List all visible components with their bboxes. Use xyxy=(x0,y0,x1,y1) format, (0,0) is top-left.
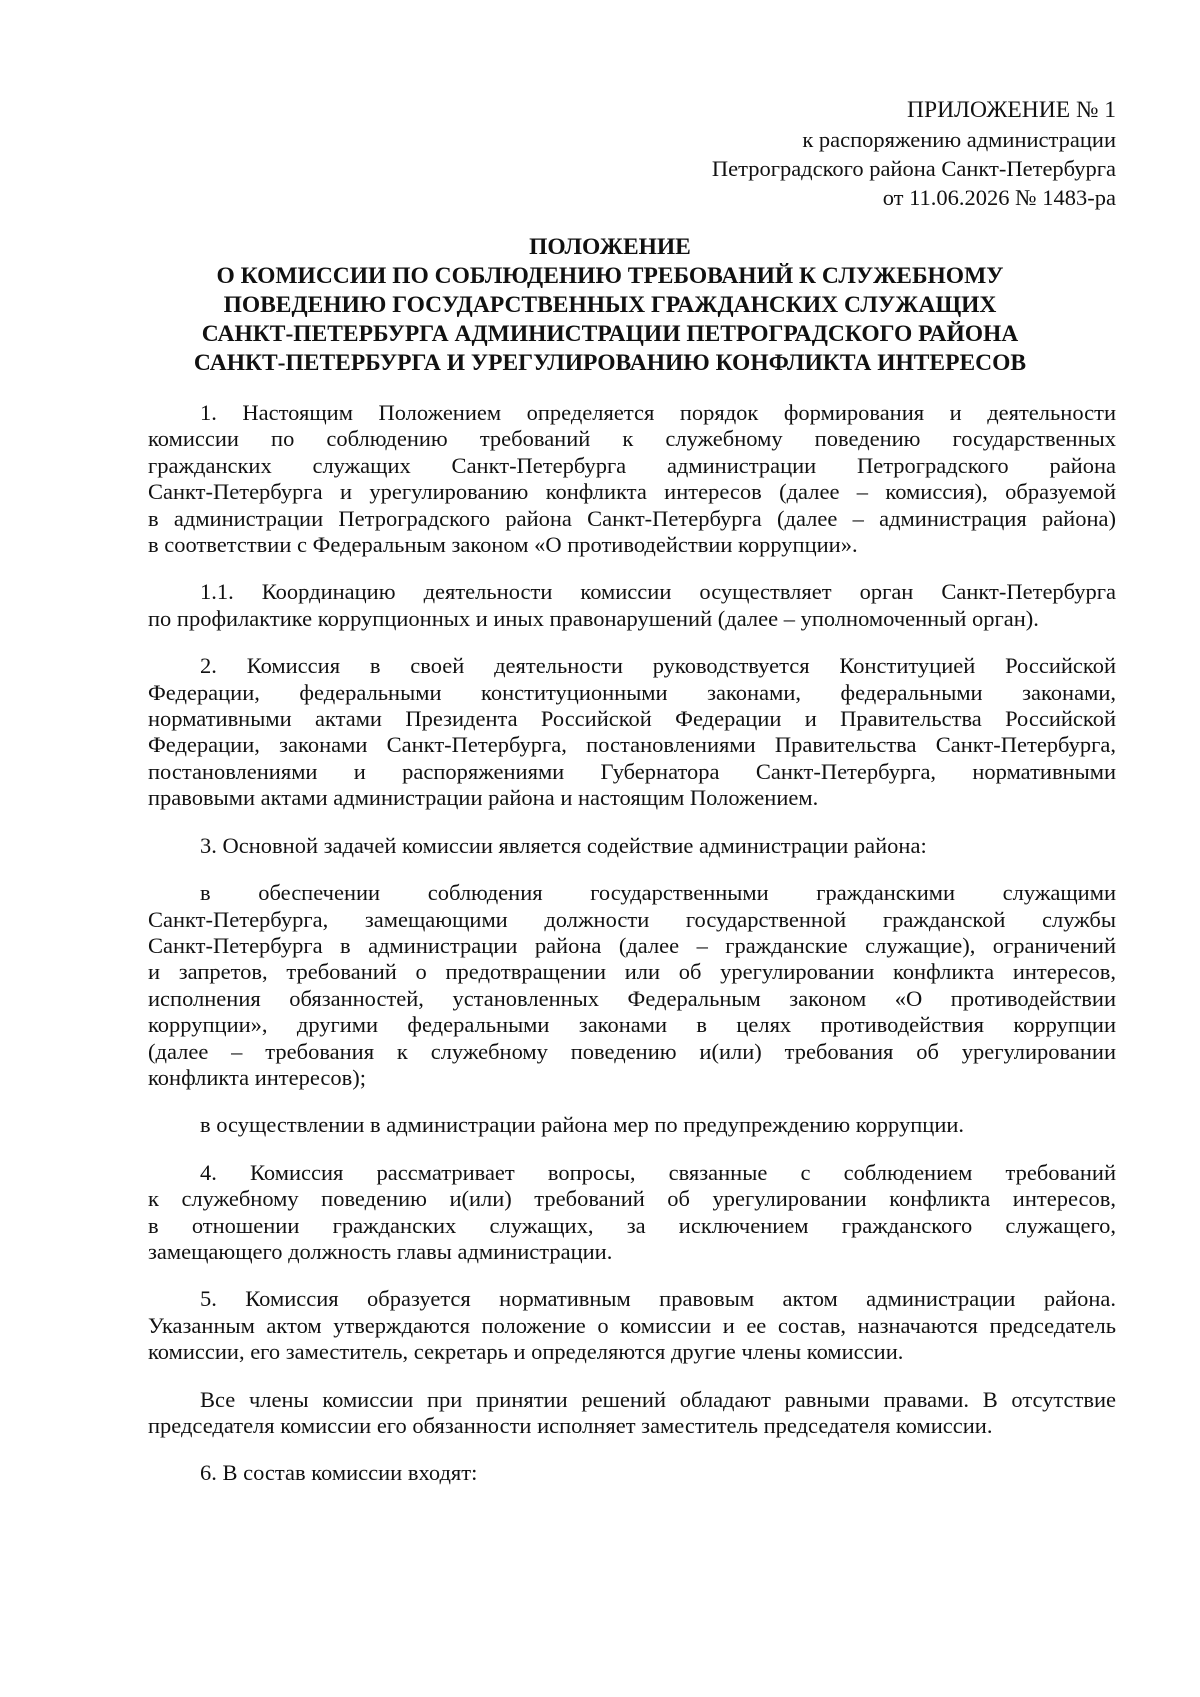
paragraph-line: в обеспечении соблюдения государственными гражданскими служащими xyxy=(200,880,1116,906)
paragraph-line: (далее – требования к служебному поведению и(или) требования об урегулировании xyxy=(148,1038,1116,1064)
appendix-number: ПРИЛОЖЕНИЕ № 1 xyxy=(907,97,1116,123)
paragraph xyxy=(148,1112,1116,1138)
paragraph-line: Федерации, законами Санкт-Петербурга, постановлениями Правительства Санкт-Петербурга, xyxy=(148,732,1116,758)
paragraph-line: Санкт-Петербурга в администрации района (далее – гражданские служащие), ограничений xyxy=(148,932,1116,958)
paragraph-line: нормативными актами Президента Российской Федерации и Правительства Российской xyxy=(148,706,1116,732)
paragraph-line: Санкт-Петербурга и урегулированию конфликта интересов (далее – комиссия), образуемой xyxy=(148,479,1116,505)
paragraph-line: Санкт-Петербурга, замещающими должности государственной гражданской службы xyxy=(148,906,1116,932)
paragraph xyxy=(148,833,1116,859)
document-body xyxy=(148,400,1116,1508)
paragraph xyxy=(148,1160,1116,1266)
paragraph-line: 2. Комиссия в своей деятельности руководствуется Конституцией Российской xyxy=(200,653,1116,679)
paragraph-line: правовыми актами администрации района и настоящим Положением. xyxy=(148,785,819,811)
appendix-issuer: Петроградского района Санкт-Петербурга xyxy=(711,156,1116,181)
paragraph xyxy=(148,880,1116,1091)
paragraph-line: в соответствии с Федеральным законом «О противодействии коррупции». xyxy=(148,532,858,558)
paragraph-line: 1. Настоящим Положением определяется порядок формирования и деятельности xyxy=(200,400,1116,425)
paragraph-line: постановлениями и распоряжениями Губернатора Санкт-Петербурга, нормативными xyxy=(148,758,1116,784)
paragraph-line: в осуществлении в администрации района мер по предупреждению коррупции. xyxy=(200,1112,965,1138)
paragraph-line: 5. Комиссия образуется нормативным правовым актом администрации района. xyxy=(200,1286,1116,1312)
appendix-reference: к распоряжению администрации xyxy=(802,127,1116,152)
appendix-date-number: от 11.06.2026 № 1483-ра xyxy=(882,185,1116,210)
paragraph xyxy=(148,1286,1116,1365)
paragraph-line: комиссии, его заместитель, секретарь и определяются другие члены комиссии. xyxy=(148,1339,904,1365)
paragraph-line: исполнения обязанностей, установленных Федеральным законом «О противодействии xyxy=(148,985,1116,1011)
paragraph-line: конфликта интересов); xyxy=(148,1064,367,1090)
paragraph-line: 3. Основной задачей комиссии является содействие администрации района: xyxy=(200,832,927,858)
paragraph-line: по профилактике коррупционных и иных правонарушений (далее – уполномоченный орган). xyxy=(148,605,1039,631)
paragraph-line: комиссии по соблюдению требований к служебному поведению государственных xyxy=(148,426,1116,452)
title-line: О КОМИССИИ ПО СОБЛЮДЕНИЮ ТРЕБОВАНИЙ К СЛУЖЕБНОМУ xyxy=(216,263,1004,289)
paragraph xyxy=(148,1460,1116,1486)
document-title xyxy=(110,233,1110,378)
paragraph-line: 4. Комиссия рассматривает вопросы, связанные с соблюдением требований xyxy=(200,1159,1116,1185)
paragraph-line: в отношении гражданских служащих, за исключением гражданского служащего, xyxy=(148,1212,1116,1238)
paragraph xyxy=(148,400,1116,558)
paragraph-line: в администрации Петроградского района Санкт-Петербурга (далее – администрация района) xyxy=(148,505,1116,531)
paragraph-line: коррупции», другими федеральными законами в целях противодействия коррупции xyxy=(148,1012,1116,1038)
title-line: САНКТ-ПЕТЕРБУРГА АДМИНИСТРАЦИИ ПЕТРОГРАДСКОГО РАЙОНА xyxy=(201,321,1019,347)
paragraph-line: 6. В состав комиссии входят: xyxy=(200,1460,478,1486)
title-line: ПОЛОЖЕНИЕ xyxy=(529,234,691,260)
paragraph-line: Указанным актом утверждаются положение о комиссии и ее состав, назначаются председатель xyxy=(148,1312,1116,1338)
paragraph xyxy=(148,579,1116,632)
paragraph-line: и запретов, требований о предотвращении или об урегулировании конфликта интересов, xyxy=(148,959,1116,985)
paragraph-line: Все члены комиссии при принятии решений обладают равными правами. В отсутствие xyxy=(200,1386,1116,1412)
title-line: ПОВЕДЕНИЮ ГОСУДАРСТВЕННЫХ ГРАЖДАНСКИХ СЛУЖАЩИХ xyxy=(223,292,997,318)
paragraph-line: гражданских служащих Санкт-Петербурга администрации Петроградского района xyxy=(148,452,1116,478)
paragraph xyxy=(148,653,1116,811)
paragraph-line: Федерации, федеральными конституционными законами, федеральными законами, xyxy=(148,679,1116,705)
paragraph xyxy=(148,1387,1116,1440)
paragraph-line: 1.1. Координацию деятельности комиссии осуществляет орган Санкт-Петербурга xyxy=(200,579,1116,605)
paragraph-line: председателя комиссии его обязанности исполняет заместитель председателя комиссии. xyxy=(148,1413,993,1438)
paragraph-line: к служебному поведению и(или) требований об урегулировании конфликта интересов, xyxy=(148,1186,1116,1212)
paragraph-line: замещающего должность главы администрации. xyxy=(148,1238,613,1264)
title-line: САНКТ-ПЕТЕРБУРГА И УРЕГУЛИРОВАНИЮ КОНФЛИКТА ИНТЕРЕСОВ xyxy=(193,350,1027,376)
appendix-block xyxy=(516,96,1116,212)
